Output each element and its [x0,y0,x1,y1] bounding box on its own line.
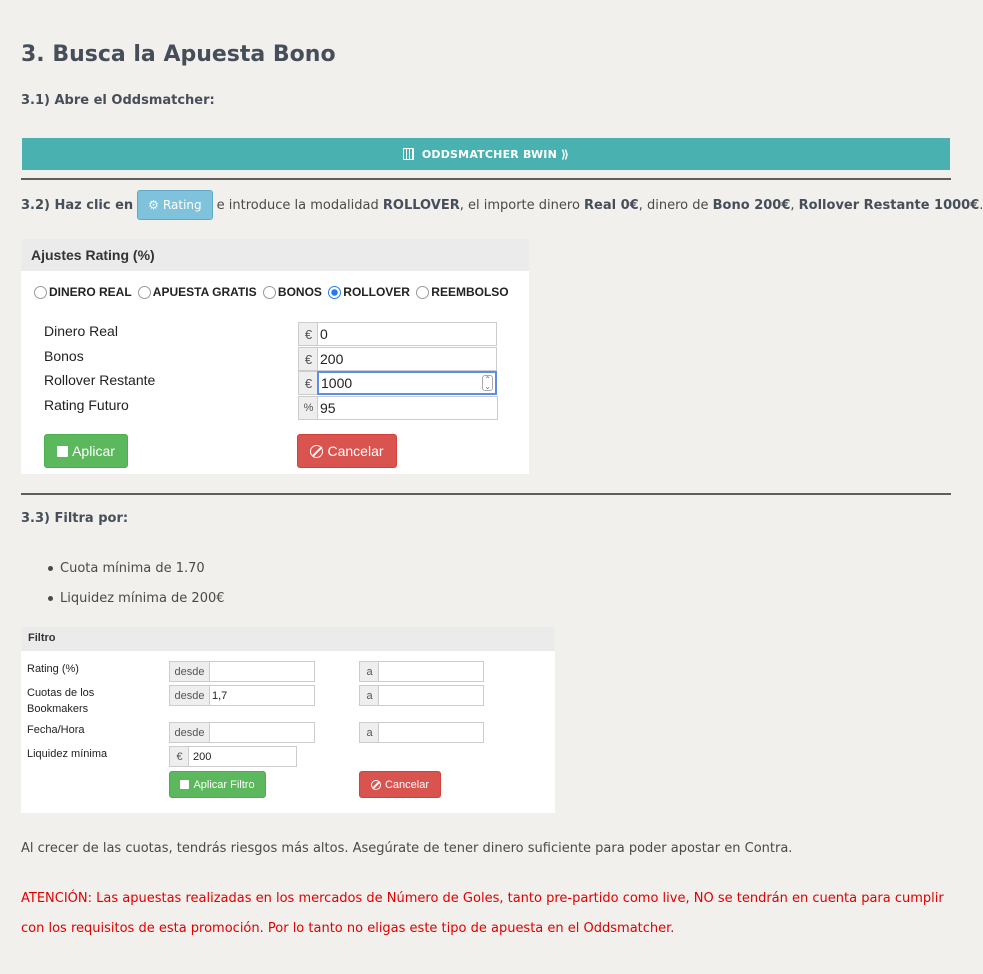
field-label: Dinero Real [44,323,118,339]
mode-label: APUESTA GRATIS [152,285,257,299]
spinner-icon[interactable]: ⌃ ⌄ [484,375,491,391]
filter-label: Cuotas de los Bookmakers [27,687,95,715]
warning-paragraph: ATENCIÓN: Las apuestas realizadas en los mercados de Número de Goles, tanto pre-partido como live, NO se tendrán en cuenta para cumplir con los requisitos de esta promoción. Por lo tanto no eligas este tipo de apuesta en el Oddsmatcher. [21,891,944,936]
filter-panel-title: Filtro [21,627,555,651]
list-item: Cuota mínima de 1.70 [48,558,225,588]
radio-icon [138,286,151,299]
radio-selected-icon [328,286,341,299]
mode-option-bonos[interactable] [263,285,322,299]
mode-option-apuesta-gratis[interactable] [138,285,257,299]
radio-icon [263,286,276,299]
radio-icon [34,286,47,299]
step-2-text: e introduce la modalidad [216,197,379,213]
mode-option-dinero-real[interactable] [34,285,131,299]
rating-button[interactable] [137,190,212,220]
step-2-bono: Bono 200€ [712,197,791,213]
a-addon: a [359,722,379,743]
note-paragraph: Al crecer de las cuotas, tendrás riesgos más altos. Asegúrate de tener dinero suficiente para poder apostar en Contra. [21,841,793,856]
cancel-filter-button[interactable] [359,771,441,798]
field-label: Rating Futuro [44,397,129,413]
step-2-text: . [979,197,983,213]
divider [21,178,951,180]
filter-label: Rating (%) [27,663,79,675]
calculator-icon [403,148,414,160]
rating-panel-title: Ajustes Rating (%) [21,239,529,271]
rating-button-label: Rating [162,198,202,212]
mode-option-reembolso[interactable] [416,285,508,299]
section-heading: 3. Busca la Apuesta Bono [21,42,336,67]
mode-label: BONOS [277,285,322,299]
step-1-label: 3.1) Abre el Oddsmatcher: [21,93,215,108]
apply-button[interactable] [44,434,128,468]
field-label: Rollover Restante [44,372,156,388]
desde-addon: desde [169,722,209,743]
save-icon [180,780,189,789]
step-2-text: , [790,197,795,213]
euro-addon: € [169,746,189,767]
a-addon: a [359,685,379,706]
radio-icon [416,286,429,299]
filter-label: Fecha/Hora [27,724,85,736]
rating-futuro-input[interactable]: 95 [317,396,498,420]
date-to-input[interactable] [378,722,484,743]
rating-settings-panel [21,239,529,474]
bonos-input[interactable]: 200 [317,347,497,371]
step-2-real: Real 0€ [584,197,639,213]
list-item: Liquidez mínima de 200€ [48,588,225,618]
oddsmatcher-button[interactable] [22,138,950,170]
filter-criteria-list [48,558,225,618]
cancel-button[interactable] [297,434,397,468]
a-addon: a [359,661,379,682]
apply-filter-label: Aplicar Filtro [193,778,255,791]
step-2-text: , el importe dinero [459,197,580,213]
liquidity-input[interactable]: 200 [188,746,297,767]
mode-label: DINERO REAL [49,285,132,299]
cancel-filter-label: Cancelar [384,778,430,791]
odds-from-input[interactable]: 1,7 [209,685,315,706]
euro-addon: € [298,347,318,371]
oddsmatcher-button-label: ODDSMATCHER BWIN ⟫ [421,147,570,161]
mode-label: ROLLOVER [343,285,410,299]
euro-addon: € [298,322,318,346]
step-3-label: 3.3) Filtra por: [21,511,129,526]
odds-to-input[interactable] [378,685,484,706]
divider [21,493,951,495]
mode-label: REEMBOLSO [431,285,509,299]
apply-button-label: Aplicar [72,443,115,459]
step-2-prefix: 3.2) Haz clic en [21,197,134,213]
dinero-real-input[interactable]: 0 [317,322,497,346]
date-from-input[interactable] [209,722,315,743]
mode-option-rollover[interactable] [328,285,410,299]
field-label: Bonos [44,348,84,364]
rollover-value: 1000 [321,375,353,391]
rating-to-input[interactable] [378,661,484,682]
cancel-button-label: Cancelar [327,443,384,459]
apply-filter-button[interactable] [169,771,266,798]
mode-radio-group [34,285,509,299]
step-2-rollover: Rollover Restante 1000€ [798,197,980,213]
save-icon [57,446,68,457]
ban-icon [310,445,323,458]
step-2-mode: ROLLOVER [382,197,460,213]
rating-from-input[interactable] [209,661,315,682]
gears-icon: ⚙ [148,198,159,212]
percent-addon: % [298,396,318,420]
euro-addon: € [298,371,318,395]
filter-label: Liquidez mínima [27,748,108,760]
ban-icon [371,780,381,790]
rollover-restante-input[interactable] [317,371,497,395]
desde-addon: desde [169,661,209,682]
step-2-instructions [21,190,983,220]
filter-panel [21,627,555,813]
desde-addon: desde [169,685,209,706]
step-2-text: , dinero de [638,197,709,213]
